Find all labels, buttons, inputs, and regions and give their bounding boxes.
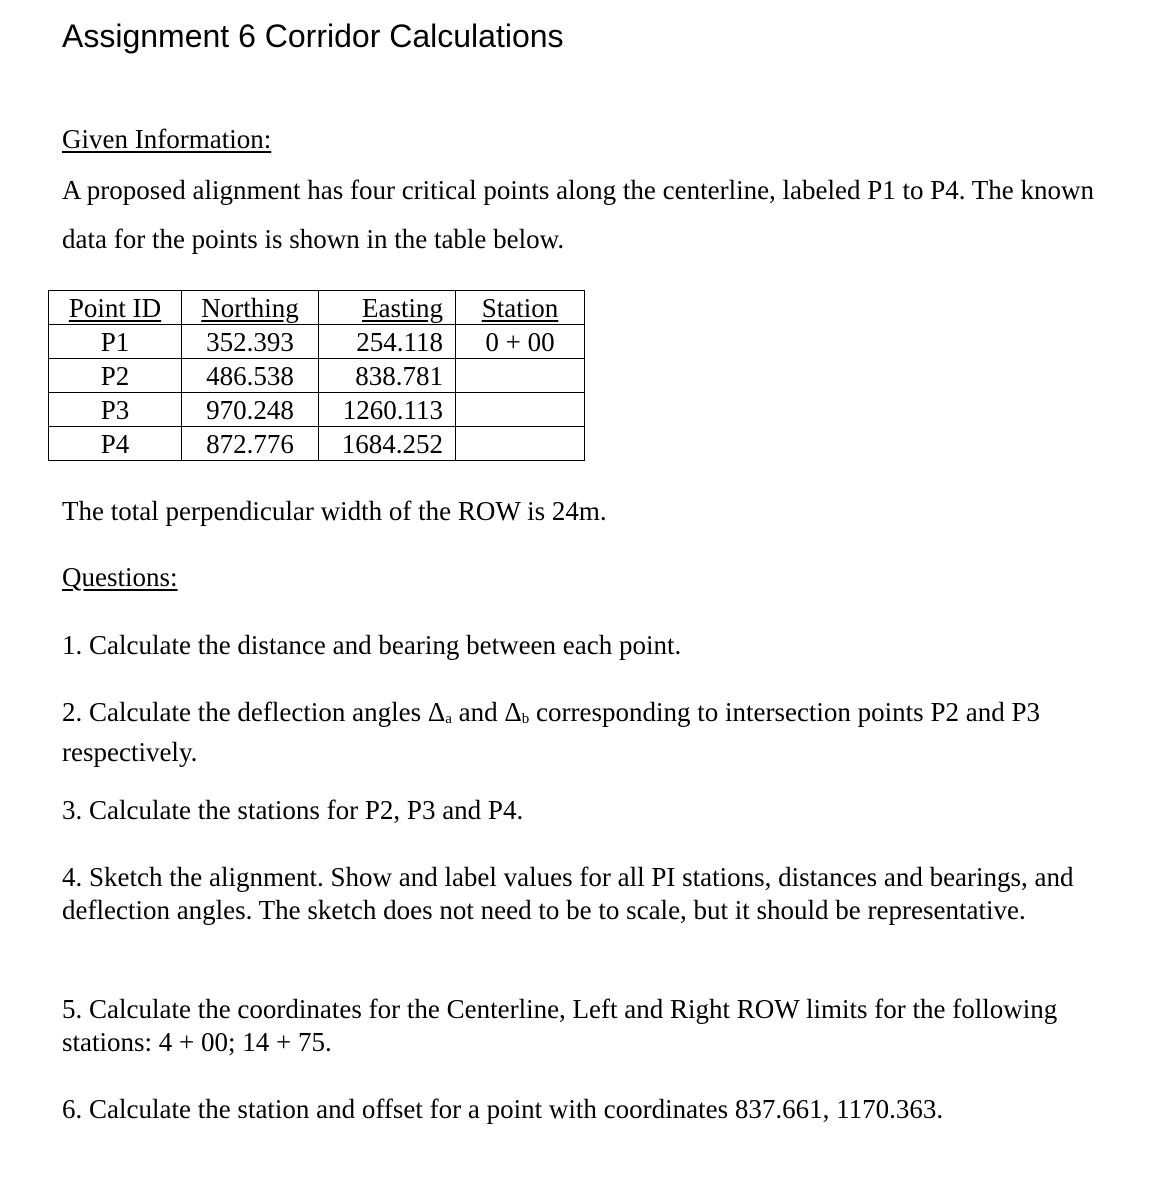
given-intro: A proposed alignment has four critical points along the centerline, labeled P1 to P4. The known data for the points is shown in the table below.: [62, 175, 1095, 254]
questions-heading: Questions:: [62, 562, 178, 592]
page-title: Assignment 6 Corridor Calculations: [62, 18, 564, 54]
cell-point-id: P1: [49, 325, 182, 359]
question-3: 3. Calculate the stations for P2, P3 and P4.: [62, 795, 524, 825]
table-row: [49, 359, 585, 393]
cell-station: [456, 359, 585, 393]
question-2-prefix: 2. Calculate the deflection angles Δ: [62, 697, 446, 727]
cell-station: 0 + 00: [456, 325, 585, 359]
delta-b-subscript: b: [521, 711, 530, 727]
cell-northing: 352.393: [182, 325, 319, 359]
question-4: 4. Sketch the alignment. Show and label values for all PI stations, distances and bearings, and deflection angles. The sketch does not need to be to scale, but it should be representative.: [62, 862, 1074, 925]
cell-easting: 1260.113: [319, 393, 456, 427]
delta-a-subscript: a: [445, 711, 452, 727]
cell-point-id: P4: [49, 427, 182, 461]
cell-easting: 838.781: [319, 359, 456, 393]
given-heading: Given Information:: [62, 124, 272, 154]
cell-point-id: P2: [49, 359, 182, 393]
question-2-suffix: corresponding to intersection points P2 and P3 respectively.: [62, 697, 1040, 767]
points-table: [48, 290, 585, 461]
cell-easting: 254.118: [319, 325, 456, 359]
cell-point-id: P3: [49, 393, 182, 427]
table-row: [49, 393, 585, 427]
cell-station: [456, 393, 585, 427]
table-row: [49, 427, 585, 461]
header-point-id: Point ID: [49, 291, 182, 325]
cell-station: [456, 427, 585, 461]
cell-northing: 970.248: [182, 393, 319, 427]
cell-easting: 1684.252: [319, 427, 456, 461]
header-northing: Northing: [182, 291, 319, 325]
table-row: [49, 325, 585, 359]
row-width-statement: The total perpendicular width of the ROW is 24m.: [62, 496, 607, 526]
question-1: 1. Calculate the distance and bearing between each point.: [62, 630, 682, 660]
header-station: Station: [456, 291, 585, 325]
cell-northing: 872.776: [182, 427, 319, 461]
question-5: 5. Calculate the coordinates for the Centerline, Left and Right ROW limits for the following stations: 4 + 00; 14 + 75.: [62, 994, 1058, 1057]
header-easting: Easting: [319, 291, 456, 325]
table-header-row: [49, 291, 585, 325]
question-2: [62, 696, 1137, 769]
question-2-mid: and Δ: [451, 697, 522, 727]
cell-northing: 486.538: [182, 359, 319, 393]
question-6: 6. Calculate the station and offset for a point with coordinates 837.661, 1170.363.: [62, 1094, 944, 1124]
